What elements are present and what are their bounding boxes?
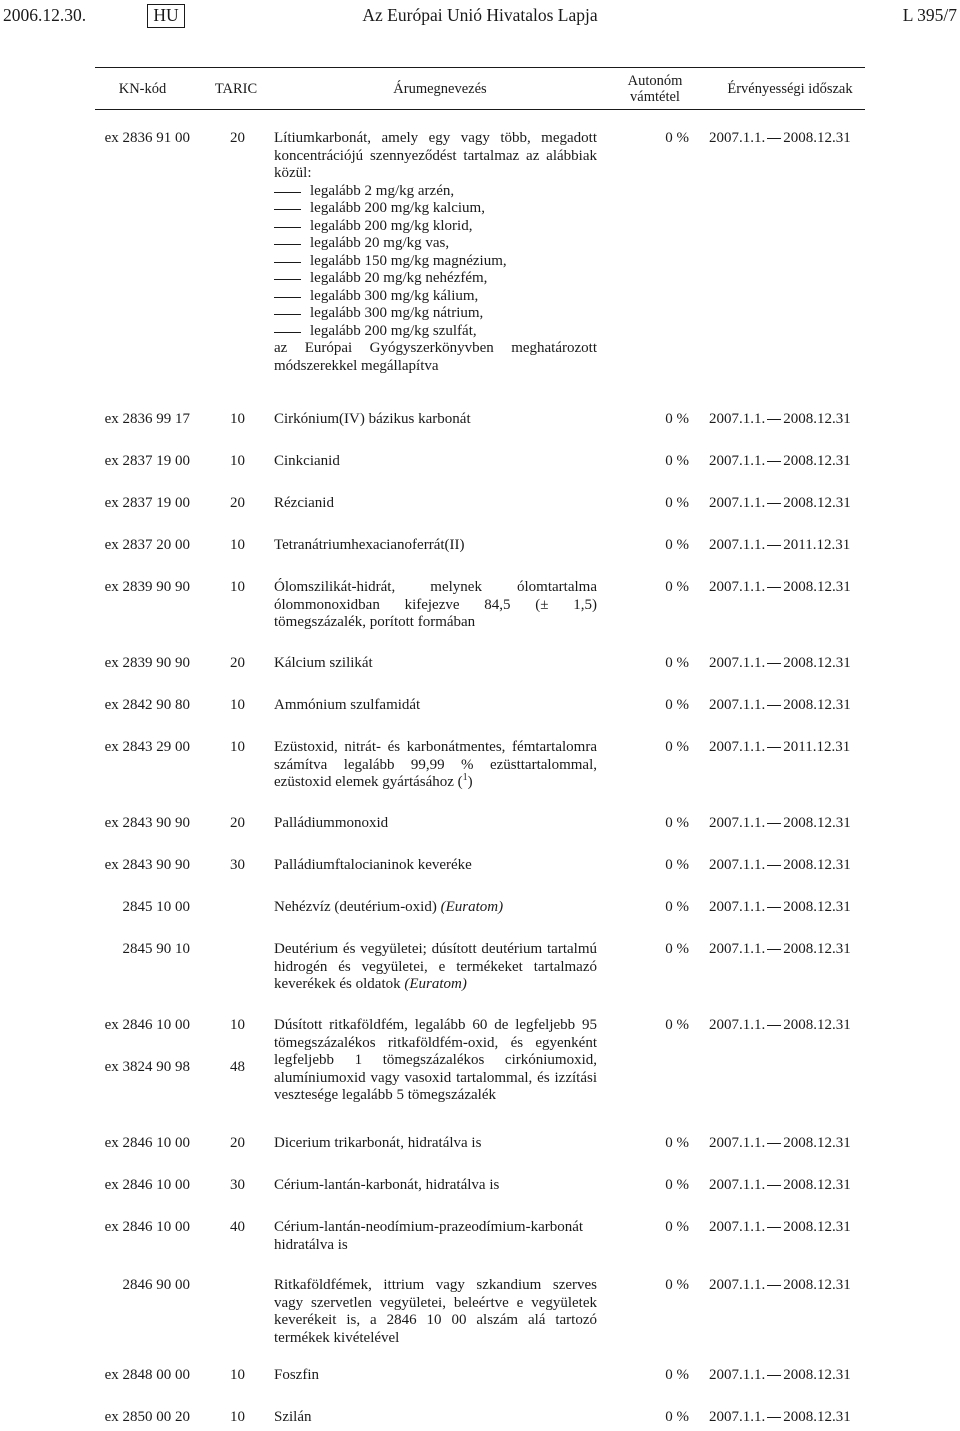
kn-code-cell (0, 537, 190, 555)
description-cell (274, 579, 597, 632)
period-end: 2008.12.31 (783, 697, 851, 713)
period-dash (767, 1375, 781, 1376)
duty-rate-cell: 0 % (665, 453, 689, 469)
taric-code-cell (190, 411, 245, 429)
kn-code: ex 2837 19 00 (104, 453, 190, 469)
kn-code: ex 2839 90 90 (104, 655, 190, 671)
period-end: 2008.12.31 (783, 1177, 851, 1193)
taric-code-cell (190, 1017, 245, 1076)
duty-rate-cell: 0 % (665, 941, 689, 957)
period-dash (767, 545, 781, 546)
kn-code-cell (0, 655, 190, 673)
validity-period-cell (709, 411, 879, 429)
description-text: Foszfin (274, 1367, 319, 1383)
period-end: 2008.12.31 (783, 130, 851, 146)
kn-code: ex 2843 29 00 (104, 739, 190, 755)
duty-rate-cell: 0 % (665, 899, 689, 915)
impurity-list-item: legalább 20 mg/kg nehézfém, (274, 270, 597, 288)
description-text: az Európai Gyógyszerkönyvben meghatározott módszerekkel megállapítva (274, 340, 597, 374)
description-text: Cirkónium(IV) bázikus karbonát (274, 411, 471, 427)
table-row (0, 697, 879, 715)
table-row (0, 495, 879, 513)
impurity-list-item: legalább 200 mg/kg szulfát, (274, 323, 597, 341)
kn-code-cell (0, 1135, 190, 1153)
period-end: 2008.12.31 (783, 1277, 851, 1293)
journal-title: Az Európai Unió Hivatalos Lapja (362, 5, 598, 25)
period-start: 2007.1.1. (709, 495, 766, 511)
validity-period-cell (709, 579, 879, 597)
duty-rate-cell: 0 % (665, 739, 689, 755)
taric-code-cell (190, 537, 245, 555)
period-dash (767, 587, 781, 588)
impurity-list-item: legalább 2 mg/kg arzén, (274, 183, 597, 201)
period-dash (767, 1025, 781, 1026)
description-cell (274, 941, 597, 994)
description-cell (274, 1219, 597, 1254)
table-row (0, 130, 879, 375)
taric-code: 10 (230, 739, 245, 755)
description-cell (274, 453, 597, 471)
table-row (0, 739, 879, 792)
period-start: 2007.1.1. (709, 1135, 766, 1151)
column-header-duty-rate: Autonóm vámtétel (627, 72, 683, 105)
taric-code-cell (190, 739, 245, 757)
table-header (95, 67, 865, 110)
kn-code: 2846 90 00 (122, 1277, 190, 1293)
footnote-ref: 1 (462, 772, 468, 783)
table-row (0, 1017, 879, 1105)
description-note: (Euratom) (404, 976, 467, 992)
duty-rate-cell: 0 % (665, 815, 689, 831)
taric-code-cell (190, 130, 245, 148)
page-number: L 395/7 (902, 5, 957, 25)
table-row (0, 1219, 879, 1254)
period-end: 2008.12.31 (783, 815, 851, 831)
page-header (0, 3, 960, 29)
period-start: 2007.1.1. (709, 1017, 766, 1033)
kn-code-cell (0, 815, 190, 833)
period-end: 2008.12.31 (783, 1017, 851, 1033)
kn-code: ex 2836 91 00 (104, 130, 190, 146)
taric-code-cell (190, 655, 245, 673)
kn-code-cell (0, 411, 190, 429)
kn-code: ex 2842 90 80 (104, 697, 190, 713)
table-row (0, 579, 879, 632)
description-cell (274, 1135, 597, 1153)
duty-rate-cell: 0 % (665, 1409, 689, 1425)
table-row (0, 1367, 879, 1385)
period-end: 2008.12.31 (783, 857, 851, 873)
description-text: Palládiumftalocianinok keveréke (274, 857, 472, 873)
period-dash (767, 949, 781, 950)
description-text: Tetranátriumhexacianoferrát(II) (274, 537, 465, 553)
description-cell (274, 815, 597, 833)
validity-period-cell (709, 1017, 879, 1035)
taric-code-cell (190, 857, 245, 875)
duty-rate-cell: 0 % (665, 1277, 689, 1293)
period-start: 2007.1.1. (709, 537, 766, 553)
duty-rate-cell: 0 % (665, 1017, 689, 1033)
description-cell (274, 857, 597, 875)
period-dash (767, 865, 781, 866)
impurity-list-item: legalább 300 mg/kg nátrium, (274, 305, 597, 323)
table-row (0, 857, 879, 875)
impurity-list-item: legalább 150 mg/kg magnézium, (274, 253, 597, 271)
language-code-box: HU (147, 4, 185, 28)
kn-code-cell (0, 579, 190, 597)
validity-period-cell (709, 1135, 879, 1153)
validity-period-cell (709, 1367, 879, 1385)
kn-code: ex 3824 90 98 (104, 1058, 190, 1075)
table-row (0, 1409, 879, 1427)
kn-code: 2845 90 10 (122, 941, 190, 957)
table-row (0, 655, 879, 673)
validity-period-cell (709, 1177, 879, 1195)
validity-period-cell (709, 655, 879, 673)
impurity-list-item: legalább 200 mg/kg kalcium, (274, 200, 597, 218)
description-cell (274, 495, 597, 513)
period-start: 2007.1.1. (709, 130, 766, 146)
period-end: 2008.12.31 (783, 1367, 851, 1383)
period-end: 2008.12.31 (783, 1135, 851, 1151)
description-text: Palládiummonoxid (274, 815, 389, 831)
kn-code: ex 2848 00 00 (104, 1367, 190, 1383)
kn-code-cell (0, 697, 190, 715)
table-row (0, 453, 879, 471)
taric-code: 10 (230, 697, 245, 713)
kn-code-cell (0, 130, 190, 148)
header-date: 2006.12.30. (3, 5, 87, 25)
period-end: 2008.12.31 (783, 1409, 851, 1425)
description-text: Ammónium szulfamidát (274, 697, 421, 713)
description-text: Cinkcianid (274, 453, 340, 469)
description-text: Szilán (274, 1409, 312, 1425)
duty-rate-cell: 0 % (665, 130, 689, 146)
description-note: (Euratom) (440, 899, 504, 915)
description-text: Cérium-lantán-neodímium-prazeodímium-karbonát hidratálva is (274, 1219, 584, 1253)
kn-code-cell (0, 1277, 190, 1295)
kn-code-cell (0, 1177, 190, 1195)
kn-code-cell (0, 1017, 190, 1076)
validity-period-cell (709, 899, 879, 917)
table-row (0, 1277, 879, 1347)
period-start: 2007.1.1. (709, 579, 766, 595)
duty-rate-cell: 0 % (665, 579, 689, 595)
period-dash (767, 1227, 781, 1228)
period-start: 2007.1.1. (709, 697, 766, 713)
kn-code: ex 2846 10 00 (104, 1017, 190, 1033)
description-text: Dúsított ritkaföldfém, legalább 60 de legfeljebb 95 tömegszázalékos ritkaföldfém-oxid, és egyenként legfeljebb 1 tömegszázalékos cirkóniumoxid, alumíniumoxid vagy vasoxid tartalommal, és izzítási vesztesége legalább 5 tömegszázalék (274, 1017, 597, 1103)
taric-code-cell (190, 1135, 245, 1153)
impurity-list-item: legalább 300 mg/kg kálium, (274, 288, 597, 306)
kn-code-cell (0, 941, 190, 959)
period-dash (767, 503, 781, 504)
validity-period-cell (709, 815, 879, 833)
taric-code: 10 (230, 411, 245, 427)
period-end: 2008.12.31 (783, 495, 851, 511)
taric-code: 20 (230, 1135, 245, 1151)
kn-code-cell (0, 857, 190, 875)
kn-code: ex 2837 19 00 (104, 495, 190, 511)
period-dash (767, 138, 781, 139)
period-end: 2008.12.31 (783, 453, 851, 469)
period-start: 2007.1.1. (709, 739, 766, 755)
description-text: Nehézvíz (deutérium-oxid) (274, 899, 441, 915)
period-end: 2008.12.31 (783, 899, 851, 915)
duty-rate-cell: 0 % (665, 655, 689, 671)
table-row (0, 941, 879, 994)
period-start: 2007.1.1. (709, 1277, 766, 1293)
taric-code: 48 (230, 1058, 245, 1075)
kn-code: ex 2846 10 00 (104, 1135, 190, 1151)
validity-period-cell (709, 739, 879, 757)
description-text: Deutérium és vegyületei; dúsított deutérium tartalmú hidrogén és vegyületei, e termékeket tartalmazó keverékek és oldatok (274, 941, 597, 992)
table-row (0, 899, 879, 917)
column-header-taric: TARIC (214, 80, 258, 97)
description-text: Ezüstoxid, nitrát- és karbonátmentes, fémtartalomra számítva legalább 99,99 % ezüsttartalommal, ezüstoxid elemek gyártásához ( (274, 739, 597, 790)
taric-code-cell (190, 815, 245, 833)
taric-code-cell (190, 579, 245, 597)
period-end: 2008.12.31 (783, 411, 851, 427)
taric-code: 30 (230, 857, 245, 873)
column-header-kn-code: KN-kód (118, 80, 167, 97)
duty-rate-cell: 0 % (665, 537, 689, 553)
table-row (0, 815, 879, 833)
validity-period-cell (709, 495, 879, 513)
table-row (0, 1177, 879, 1195)
period-start: 2007.1.1. (709, 899, 766, 915)
taric-code: 10 (230, 579, 245, 595)
period-start: 2007.1.1. (709, 1177, 766, 1193)
period-dash (767, 823, 781, 824)
kn-code-cell (0, 1409, 190, 1427)
kn-code: 2845 10 00 (122, 899, 190, 915)
validity-period-cell (709, 1409, 879, 1427)
description-text: Kálcium szilikát (274, 655, 373, 671)
taric-code: 10 (230, 1367, 245, 1383)
taric-code: 20 (230, 495, 245, 511)
taric-code: 40 (230, 1219, 245, 1235)
validity-period-cell (709, 697, 879, 715)
period-end: 2008.12.31 (783, 941, 851, 957)
duty-rate-cell: 0 % (665, 697, 689, 713)
taric-code: 10 (230, 1409, 245, 1425)
taric-code: 10 (230, 537, 245, 553)
taric-code-cell (190, 697, 245, 715)
period-dash (767, 705, 781, 706)
duty-rate-cell: 0 % (665, 495, 689, 511)
period-end: 2008.12.31 (783, 579, 851, 595)
impurity-list-item: legalább 200 mg/kg klorid, (274, 218, 597, 236)
period-dash (767, 663, 781, 664)
period-start: 2007.1.1. (709, 857, 766, 873)
column-header-validity-period: Érvényességi időszak (727, 80, 853, 97)
period-start: 2007.1.1. (709, 655, 766, 671)
kn-code: ex 2836 99 17 (104, 411, 190, 427)
taric-code: 10 (230, 453, 245, 469)
impurity-list-item: legalább 20 mg/kg vas, (274, 235, 597, 253)
period-dash (767, 1285, 781, 1286)
kn-code: ex 2843 90 90 (104, 857, 190, 873)
description-cell (274, 655, 597, 673)
period-dash (767, 461, 781, 462)
description-cell (274, 899, 597, 917)
description-cell (274, 130, 597, 375)
taric-code-cell (190, 453, 245, 471)
validity-period-cell (709, 941, 879, 959)
description-text: Rézcianid (274, 495, 334, 511)
taric-code: 30 (230, 1177, 245, 1193)
description-cell (274, 411, 597, 429)
validity-period-cell (709, 130, 879, 148)
column-header-description: Árumegnevezés (393, 80, 487, 97)
validity-period-cell (709, 453, 879, 471)
description-text: Cérium-lantán-karbonát, hidratálva is (274, 1177, 500, 1193)
period-start: 2007.1.1. (709, 1367, 766, 1383)
duty-rate-cell: 0 % (665, 1367, 689, 1383)
period-end: 2008.12.31 (783, 1219, 851, 1235)
description-cell (274, 1177, 597, 1195)
taric-code-cell (190, 1409, 245, 1427)
period-start: 2007.1.1. (709, 815, 766, 831)
kn-code: ex 2843 90 90 (104, 815, 190, 831)
period-start: 2007.1.1. (709, 411, 766, 427)
duty-rate-cell: 0 % (665, 857, 689, 873)
period-dash (767, 1143, 781, 1144)
period-start: 2007.1.1. (709, 453, 766, 469)
period-dash (767, 747, 781, 748)
taric-code: 20 (230, 130, 245, 146)
description-text: Dicerium trikarbonát, hidratálva is (274, 1135, 482, 1151)
taric-code-cell (190, 1367, 245, 1385)
description-cell (274, 739, 597, 792)
period-dash (767, 1417, 781, 1418)
description-cell (274, 697, 597, 715)
taric-code-cell (190, 1177, 245, 1195)
validity-period-cell (709, 537, 879, 555)
description-cell (274, 1367, 597, 1385)
kn-code-cell (0, 1367, 190, 1385)
validity-period-cell (709, 1277, 879, 1295)
kn-code-cell (0, 495, 190, 513)
period-start: 2007.1.1. (709, 1219, 766, 1235)
description-text: Ritkaföldfémek, ittrium vagy szkandium szerves vagy szervetlen vegyületei, beleértve e vegyületek keverékeit is, a 2846 10 00 alszám alá tartozó termékek kivételével (274, 1277, 597, 1346)
taric-code-cell (190, 1219, 245, 1237)
kn-code-cell (0, 899, 190, 917)
description-cell (274, 1277, 597, 1347)
period-start: 2007.1.1. (709, 1409, 766, 1425)
kn-code: ex 2846 10 00 (104, 1177, 190, 1193)
period-end: 2008.12.31 (783, 655, 851, 671)
kn-code-cell (0, 739, 190, 757)
description-text: Ólomszilikát-hidrát, melynek ólomtartalma ólommonoxidban kifejezve 84,5 (± 1,5) tömegszázalék, porított formában (274, 579, 597, 630)
duty-rate-cell: 0 % (665, 1177, 689, 1193)
kn-code: ex 2837 20 00 (104, 537, 190, 553)
kn-code-cell (0, 453, 190, 471)
duty-rate-cell: 0 % (665, 411, 689, 427)
description-cell (274, 537, 597, 555)
description-cell (274, 1017, 597, 1105)
table-row (0, 537, 879, 555)
taric-code: 10 (230, 1017, 245, 1033)
table-row (0, 1135, 879, 1153)
description-text: Lítiumkarbonát, amely egy vagy több, megadott koncentrációjú szennyeződést tartalmaz az alábbiak közül: (274, 130, 597, 181)
taric-code: 20 (230, 815, 245, 831)
duty-rate-cell: 0 % (665, 1219, 689, 1235)
kn-code: ex 2846 10 00 (104, 1219, 190, 1235)
taric-code: 20 (230, 655, 245, 671)
period-dash (767, 1185, 781, 1186)
kn-code-cell (0, 1219, 190, 1237)
period-start: 2007.1.1. (709, 941, 766, 957)
taric-code-cell (190, 495, 245, 513)
description-text: ) (467, 774, 473, 790)
period-end: 2011.12.31 (783, 537, 851, 553)
period-dash (767, 907, 781, 908)
kn-code: ex 2839 90 90 (104, 579, 190, 595)
validity-period-cell (709, 1219, 879, 1237)
period-end: 2011.12.31 (783, 739, 851, 755)
duty-rate-cell: 0 % (665, 1135, 689, 1151)
validity-period-cell (709, 857, 879, 875)
description-cell (274, 1409, 597, 1427)
table-row (0, 411, 879, 429)
period-dash (767, 419, 781, 420)
kn-code: ex 2850 00 20 (104, 1409, 190, 1425)
